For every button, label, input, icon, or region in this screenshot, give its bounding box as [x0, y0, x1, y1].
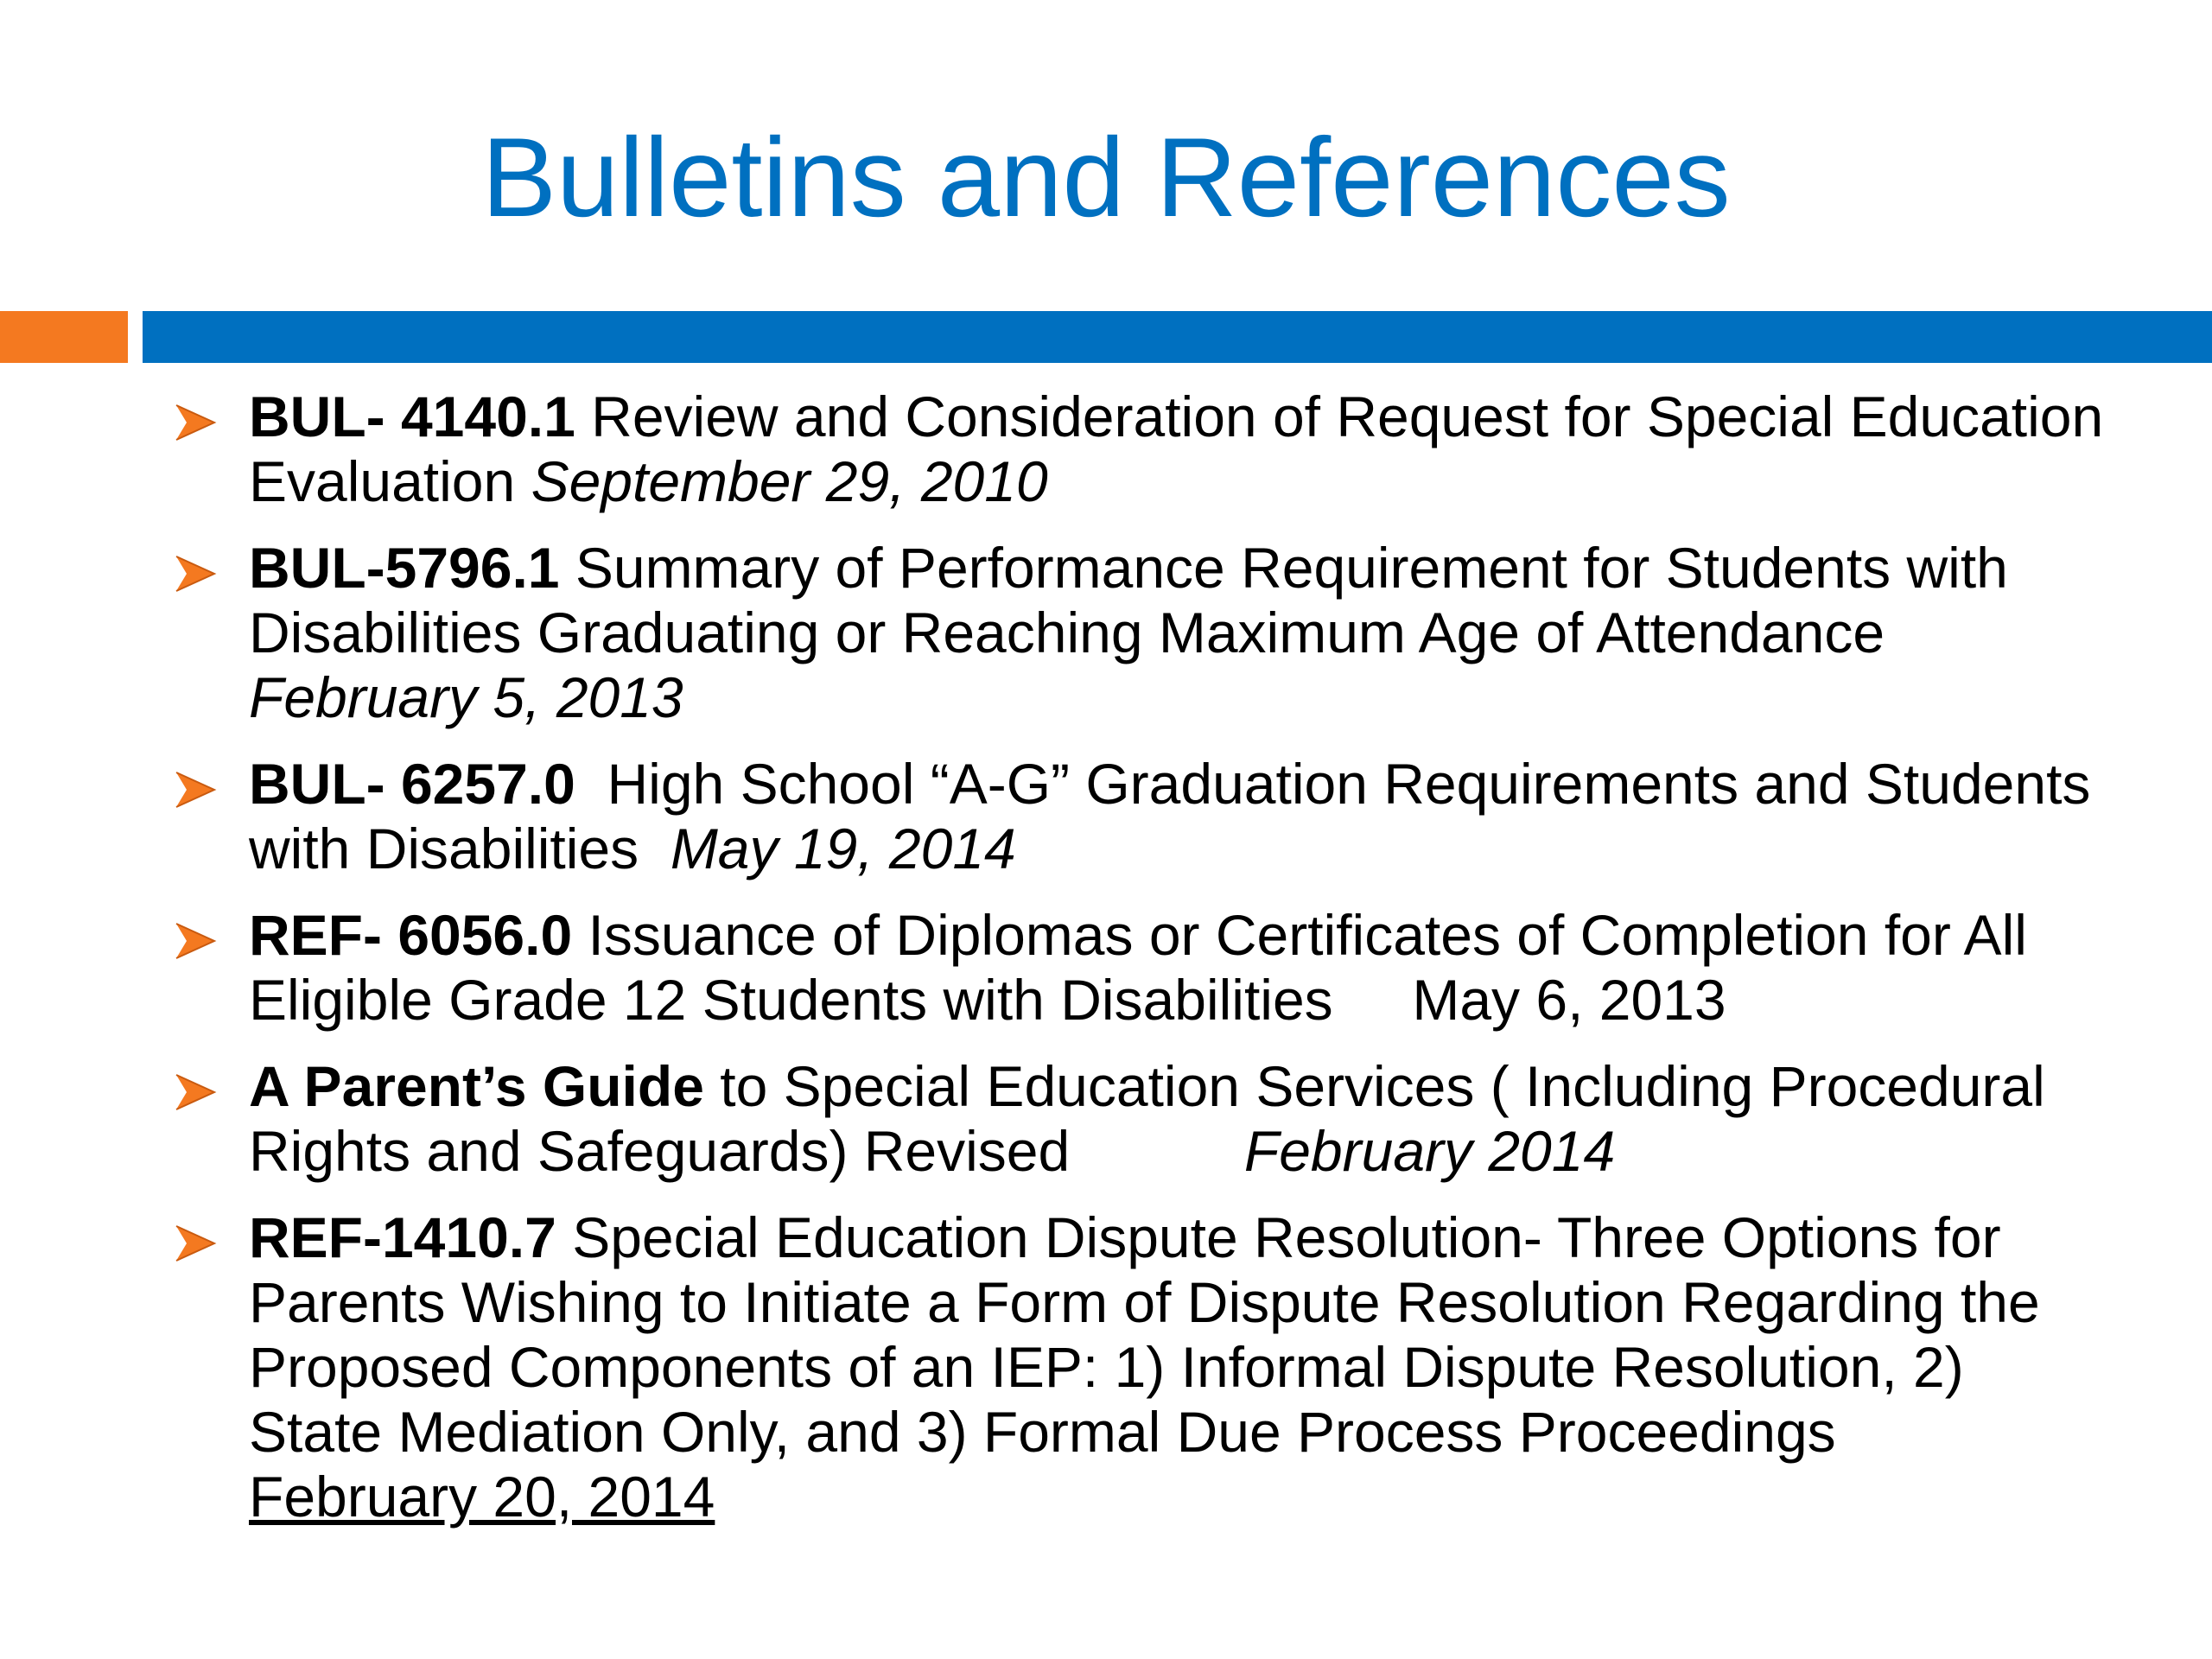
- bulletin-date: February 20, 2014: [249, 1465, 715, 1529]
- bulletin-list: [173, 385, 2108, 1551]
- list-item-bul-5796: [173, 536, 2108, 730]
- arrowhead-bullet-icon: [173, 1070, 218, 1115]
- bulletin-date: February 2014: [1243, 1119, 1616, 1183]
- arrowhead-bullet-icon: [173, 918, 218, 963]
- arrowhead-bullet-icon: [173, 400, 218, 445]
- bulletin-date: February 5, 2013: [249, 665, 683, 729]
- list-item-ref-6056: [173, 903, 2108, 1033]
- accent-bar-orange: [0, 311, 128, 363]
- bulletin-code: REF-1410.7: [249, 1205, 556, 1269]
- list-item-ref-1410: [173, 1205, 2108, 1529]
- arrowhead-bullet-icon: [173, 767, 218, 812]
- list-item-parents-guide: [173, 1054, 2108, 1184]
- bulletin-code: BUL- 4140.1: [249, 385, 575, 448]
- arrowhead-bullet-icon: [173, 1221, 218, 1266]
- bulletin-code: BUL- 6257.0: [249, 752, 575, 816]
- bulletin-title: Issuance of Diplomas or Certificates of Completion for All Eligible Grade 12 Students with Disabilities: [249, 903, 2044, 1032]
- bulletin-title: Review and Consideration of Request for Special Education Evaluation: [249, 385, 2104, 513]
- arrowhead-bullet-icon: [173, 551, 218, 596]
- slide-title: Bulletins and References: [481, 114, 1731, 240]
- accent-bar-blue: [143, 311, 2212, 363]
- bulletin-title: High School “A-G” Graduation Requirements and Students with Disabilities: [249, 752, 2107, 880]
- bulletin-title: Summary of Performance Requirement for Students with Disabilities Graduating or Reaching Maximum Age of Attendance: [249, 536, 2024, 664]
- bulletin-date: May 6, 2013: [1412, 968, 1726, 1032]
- bulletin-title: Special Education Dispute Resolution- Three Options for Parents Wishing to Initiate a Form of Dispute Resolution Regarding the Proposed Components of an IEP: 1) Informal Dispute Resolution, 2) State Mediation Only, and 3) Formal Due Process Proceedings: [249, 1205, 2056, 1464]
- bulletin-code: A Parent’s Guide: [249, 1054, 704, 1118]
- bulletin-code: BUL-5796.1: [249, 536, 560, 600]
- bulletin-title: to Special Education Services ( Including Procedural Rights and Safeguards) Revised: [249, 1054, 2062, 1183]
- bulletin-date: September 29, 2010: [531, 449, 1048, 513]
- bulletin-code: REF- 6056.0: [249, 903, 573, 967]
- bulletin-date: May 19, 2014: [670, 817, 1016, 880]
- list-item-bul-4140: [173, 385, 2108, 514]
- list-item-bul-6257: [173, 752, 2108, 881]
